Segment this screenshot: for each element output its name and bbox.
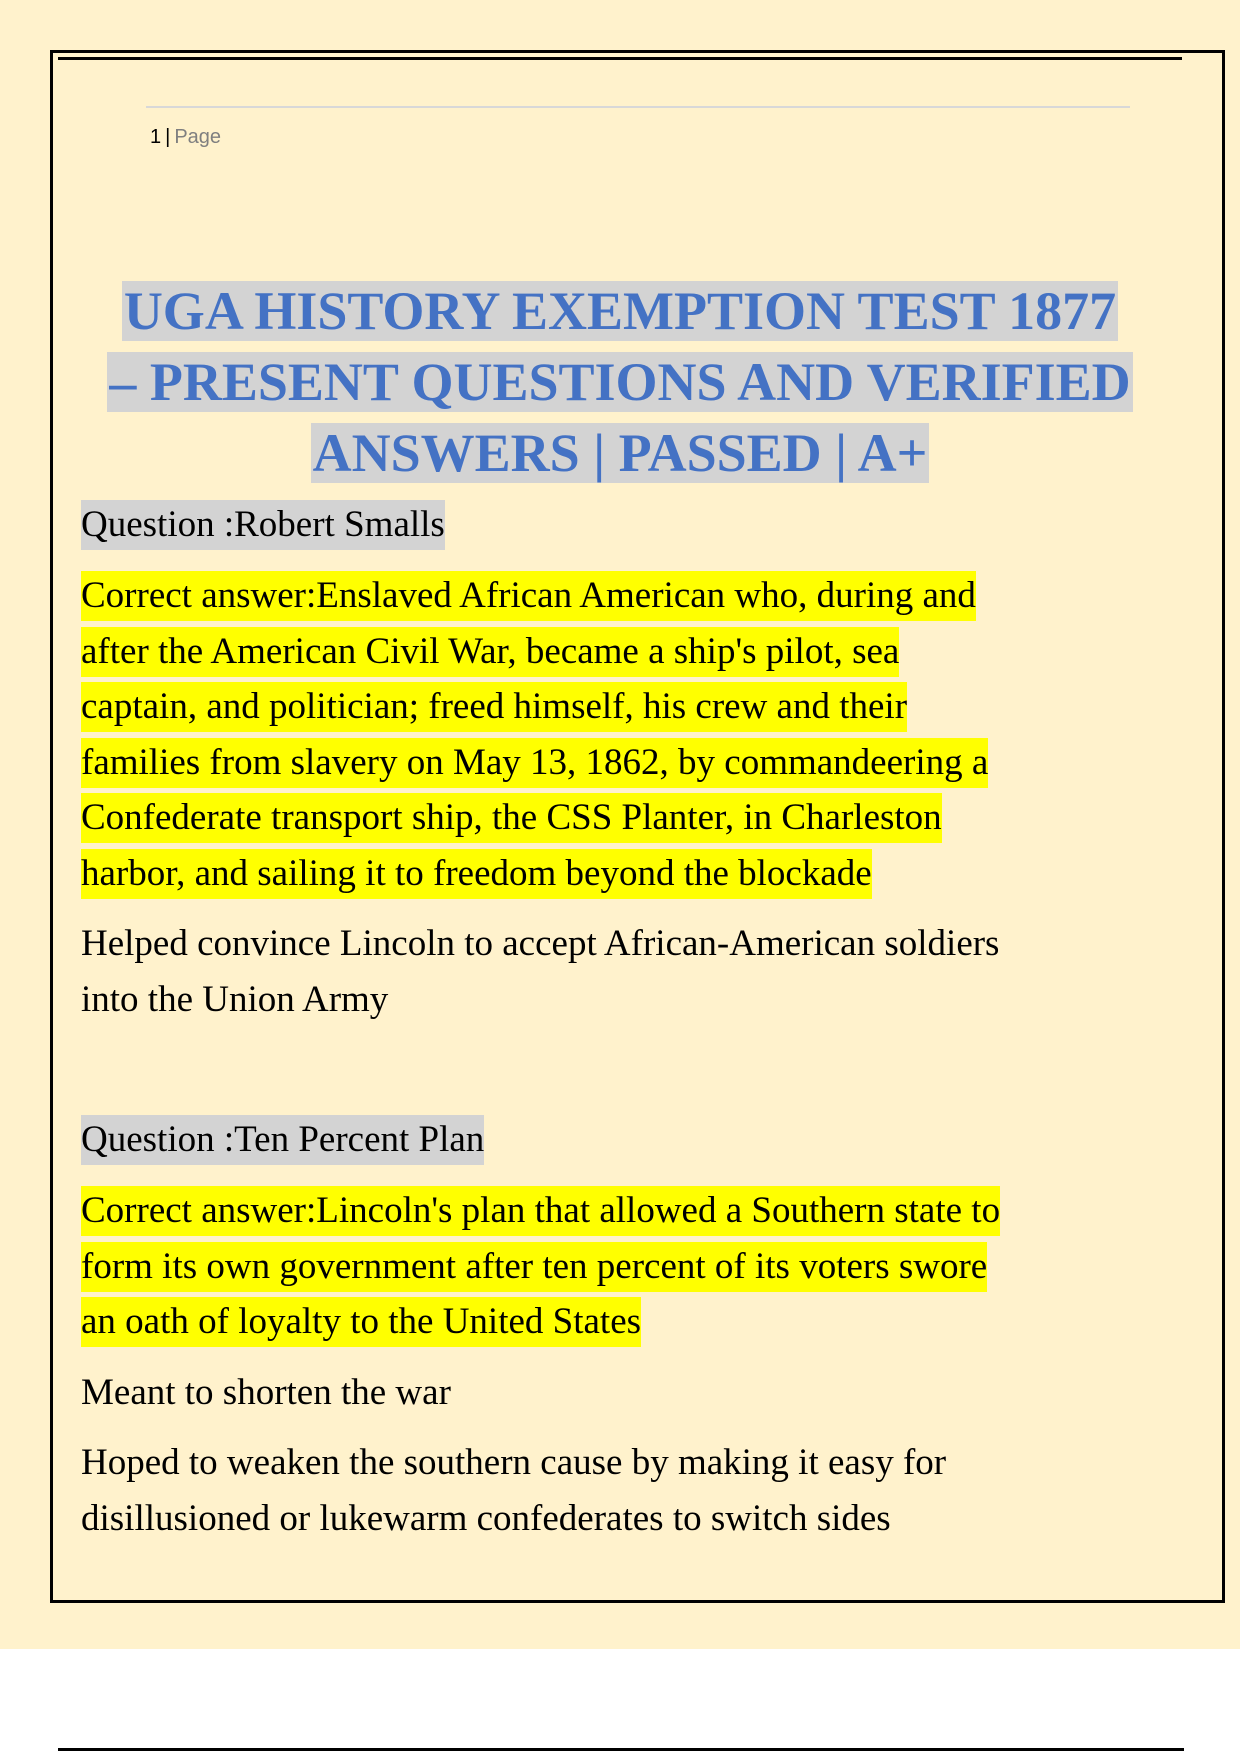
answer-line: harbor, and sailing it to freedom beyond the blockade [81,849,872,899]
question-1-note-1 [81,916,999,1027]
page-number: 1 [150,126,162,148]
page-number-header [150,124,221,150]
next-page-top-rule [58,1748,1184,1751]
answer-line: after the American Civil War, became a ship's pilot, sea [81,627,899,677]
answer-line: captain, and politician; freed himself, his crew and their [81,682,907,732]
page-separator: | [165,126,171,148]
question-2-answer [81,1183,1000,1350]
question-1-answer [81,568,988,901]
question-2-note-2 [81,1435,946,1546]
note-line: disillusioned or lukewarm confederates to switch sides [81,1497,891,1539]
frame-top-rule [58,57,1182,60]
question-2-heading [81,1112,484,1168]
title-line-2: – PRESENT QUESTIONS AND VERIFIED [109,352,1131,412]
note-line: Hoped to weaken the southern cause by making it easy for [81,1442,947,1483]
title-line-1: UGA HISTORY EXEMPTION TEST 1877 [123,281,1117,341]
question-1-heading [81,497,445,553]
title-line-3: ANSWERS | PASSED | A+ [312,423,928,483]
question-text: Question :Robert Smalls [81,500,445,550]
note-line: into the Union Army [81,978,389,1020]
answer-line: families from slavery on May 13, 1862, by commandeering a [81,738,988,788]
question-2-note-1 [81,1365,451,1421]
document-title [60,276,1180,489]
note-line: Helped convince Lincoln to accept African-American soldiers [81,923,1000,964]
answer-line: Confederate transport ship, the CSS Planter, in Charleston [81,793,942,843]
answer-line: Correct answer:Enslaved African American who, during and [81,571,976,621]
page-label: Page [174,126,222,148]
note-line: Meant to shorten the war [81,1372,451,1413]
question-text: Question :Ten Percent Plan [81,1115,484,1165]
answer-line: form its own government after ten percent of its voters swore [81,1242,987,1292]
answer-line: an oath of loyalty to the United States [81,1297,641,1347]
header-rule [146,106,1130,108]
answer-line: Correct answer:Lincoln's plan that allowed a Southern state to [81,1186,1000,1236]
